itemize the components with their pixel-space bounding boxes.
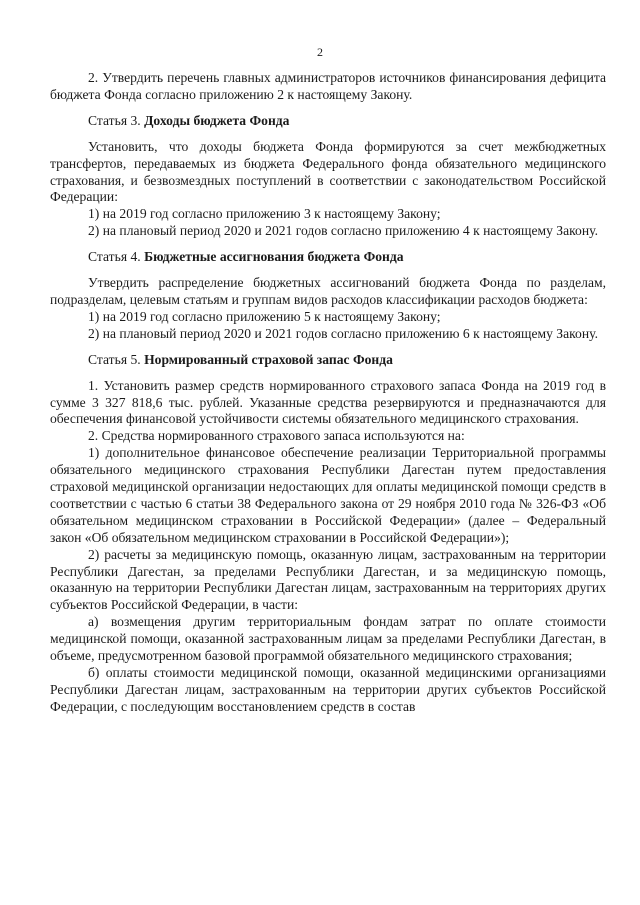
paragraph: 2) на плановый период 2020 и 2021 годов согласно приложению 6 к настоящему Закону. xyxy=(88,325,598,341)
article-number: Статья 3. xyxy=(88,112,141,128)
article-title: Нормированный страховой запас Фонда xyxy=(144,351,393,367)
article-number: Статья 5. xyxy=(88,351,141,367)
article-heading xyxy=(50,113,606,130)
article-number: Статья 4. xyxy=(88,249,141,265)
paragraph: 1. Установить размер средств нормированного страхового запаса Фонда на 2019 год в сумме 3 327 818,6 тыс. рублей. Указанные средства резервируются и предназначаются для обеспечения финансовой устойчивости системы обязательного медицинского страхования. xyxy=(50,377,606,427)
paragraph: а) возмещения другим территориальным фондам затрат по оплате стоимости медицинской помощи, оказанной застрахованным лицам за пределами Республики Дагестан, в объеме, предусмотренном базовой программой обязательного медицинского страхования; xyxy=(50,614,606,664)
paragraph: 1) на 2019 год согласно приложению 5 к настоящему Закону; xyxy=(88,308,441,324)
paragraph: 2. Утвердить перечень главных администраторов источников финансирования дефицита бюджета Фонда согласно приложению 2 к настоящему Закону. xyxy=(50,70,606,102)
article-title: Бюджетные ассигнования бюджета Фонда xyxy=(144,249,404,265)
page-number: 2 xyxy=(317,45,323,59)
article-heading xyxy=(50,249,606,266)
paragraph: б) оплаты стоимости медицинской помощи, оказанной медицинскими организациями Республики Дагестан лицам, застрахованным на территории других субъектов Российской Федерации, с последующим восстановлением средств в состав xyxy=(50,665,606,714)
paragraph: 1) дополнительное финансовое обеспечение реализации Территориальной программы обязательного медицинского страхования Республики Дагестан путем предоставления страховой медицинской организации недостающих для оплаты медицинской помощи средств в соответствии с частью 6 статьи 38 Федерального закона от 29 ноября 2010 года № 326-ФЗ «Об обязательном медицинском страховании в Российской Федерации» (далее – Федеральный закон «Об обязательном медицинском страховании в Российской Федерации»); xyxy=(50,445,606,545)
article-heading xyxy=(50,352,606,369)
paragraph: 2) на плановый период 2020 и 2021 годов согласно приложению 4 к настоящему Закону. xyxy=(88,223,598,239)
paragraph: 2. Средства нормированного страхового запаса используются на: xyxy=(88,428,465,444)
paragraph: 2) расчеты за медицинскую помощь, оказанную лицам, застрахованным на территории Республики Дагестан, за пределами Республики Дагестан, и за медицинскую помощь, оказанную на территории Республики Дагестан лицам, застрахованным на территориях других субъектов Российской Федерации, в части: xyxy=(50,546,606,613)
paragraph: Установить, что доходы бюджета Фонда формируются за счет межбюджетных трансфертов, передаваемых из бюджета Федерального фонда обязательного медицинского страхования, и безвозмездных поступлений в соответствии с законодательством Российской Федерации: xyxy=(50,138,606,205)
paragraph: 1) на 2019 год согласно приложению 3 к настоящему Закону; xyxy=(88,206,441,222)
document-body xyxy=(50,70,606,716)
article-title: Доходы бюджета Фонда xyxy=(144,112,290,128)
paragraph: Утвердить распределение бюджетных ассигнований бюджета Фонда по разделам, подразделам, целевым статьям и группам видов расходов классификации расходов бюджета: xyxy=(50,275,606,307)
